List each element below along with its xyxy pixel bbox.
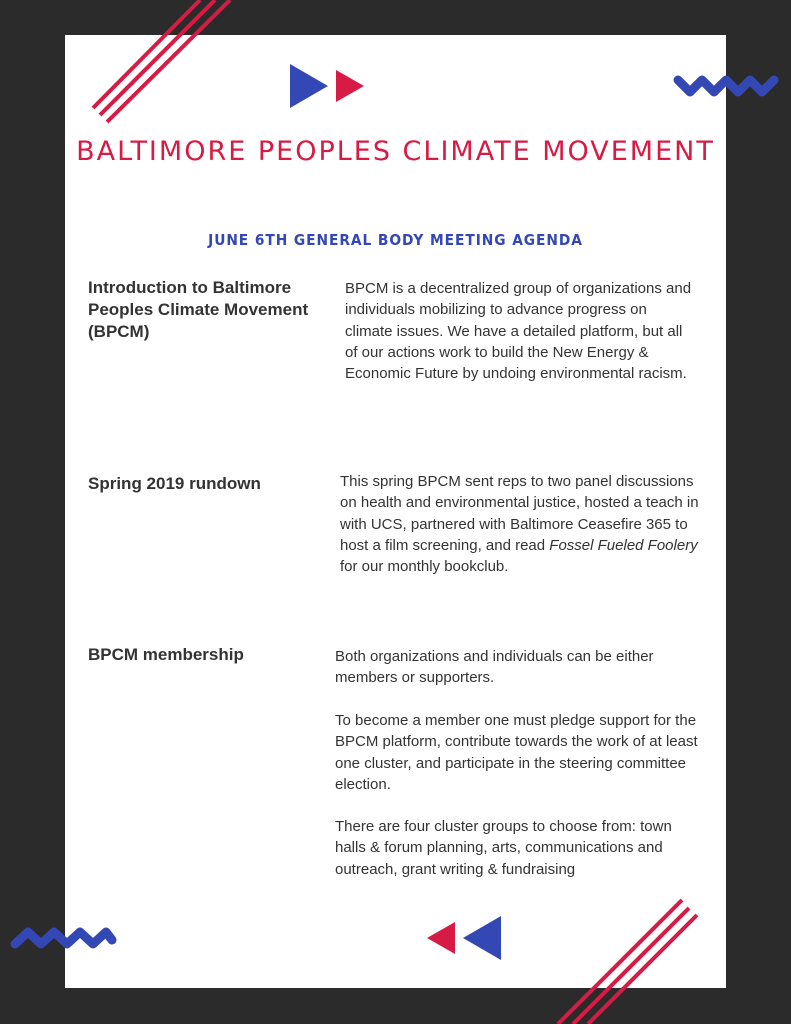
agenda-item-label-membership: BPCM membership: [88, 645, 244, 664]
page-subtitle: JUNE 6TH GENERAL BODY MEETING AGENDA: [208, 231, 583, 249]
agenda-item-text-introduction: BPCM is a decentralized group of organizations and individuals mobilizing to advance progress on climate issues. We have a detailed platform, but all of our actions work to build the New Energy & Economic Future by undoing environmental racism.: [345, 280, 692, 383]
agenda-item-text-spring-rundown: This spring BPCM sent reps to two panel discussions on health and environmental justice, hosted a teach in with UCS, partnered with Baltimore Ceasefire 365 to host a film screening, and read Fossel Fueled Foolery for our monthly bookclub.: [340, 473, 699, 576]
agenda-item-text-membership-1: Both organizations and individuals can be either members or supporters.: [335, 648, 654, 687]
agenda-item-text-membership-2: To become a member one must pledge support for the BPCM platform, contribute towards the work of at least one cluster, and participate in the steering committee election.: [335, 712, 698, 793]
agenda-card: [65, 35, 726, 988]
agenda-item-text-membership-3: There are four cluster groups to choose from: town halls & forum planning, arts, communications and outreach, grant writing & fundraising: [335, 818, 672, 878]
agenda-item-label-introduction: Introduction to Baltimore Peoples Climate Movement (BPCM): [88, 278, 309, 341]
book-title: Fossel Fueled Foolery: [549, 536, 698, 554]
agenda-item-label-spring-rundown: Spring 2019 rundown: [88, 474, 261, 493]
page-title: BALTIMORE PEOPLES CLIMATE MOVEMENT: [76, 136, 715, 167]
